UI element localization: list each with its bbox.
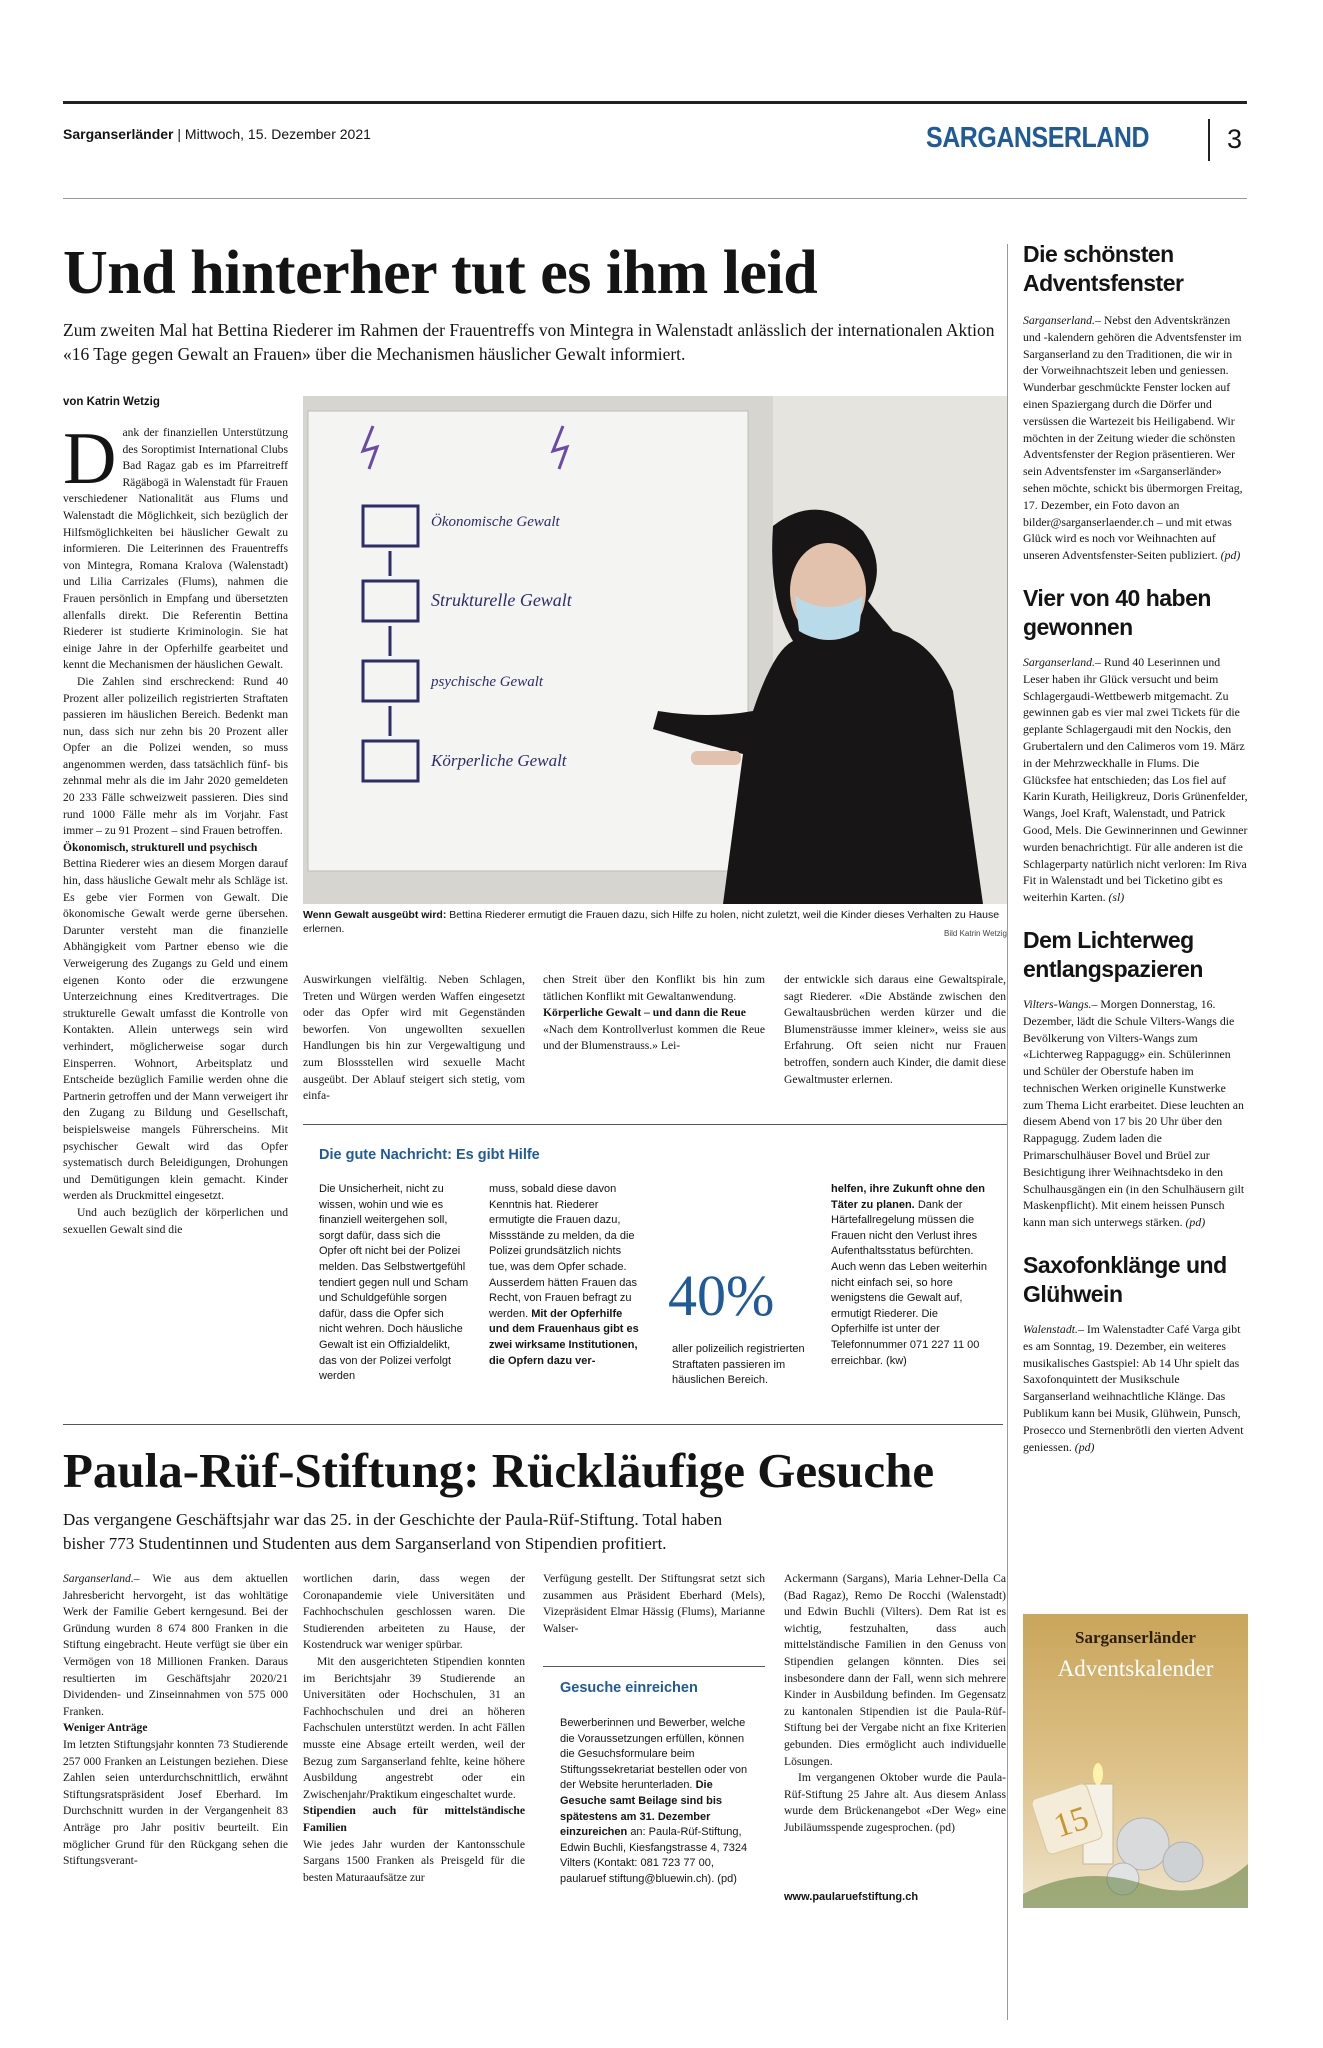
paragraph: ank der finanziellen Unterstützung des Soroptimist International Clubs Bad Ragaz gab es im Pfarreitreff Rägäbogä in Walenstadt für Frauen verschiedener Nationalität aus Flums und Walenstadt die Möglichkeit, sich bezüglich der Hilfsmöglichkeiten bei häuslicher Gewalt zu informieren. Die Leiterinnen des Frauentreffs von Mintegra, Romana Kralova (Walenstadt) und Lilia Carrizales (Flums), nahmen die Frauen persönlich in Empfang und übersetzten allenfalls direkt. Die Referentin Bettina Riederer ist studierte Kriminologin. Sie hat einige Jahre in der Opferhilfe gearbeitet und kennt die Mechanismen der häuslichen Gewalt. bbox=[63, 426, 288, 672]
article-photo bbox=[303, 396, 1007, 904]
article-column-3 bbox=[543, 972, 765, 1055]
sidebar-text bbox=[1023, 996, 1248, 1231]
top-rule bbox=[63, 101, 1247, 104]
sidebar-body: Im Walenstadter Café Varga gibt es am Sonntag, 19. Dezember, ein weiteres musikalisches Gastspiel: Ab 14 Uhr spielt das Saxofonquintett der Musikschule Sarganserland weihnachtliche Klänge. Das Publikum kann bei Musik, Glühwein, Punsch, Prosecco und Sternenbrötli den vierten Advent geniessen. bbox=[1023, 1322, 1244, 1454]
infobox-column-1 bbox=[319, 1182, 469, 1385]
caption-text: Bettina Riederer ermutigt die Frauen dazu, sich Hilfe zu holen, nicht zuletzt, weil die Kinder dieses Verhalten zu Hause erlernen. bbox=[303, 909, 1000, 935]
paragraph: Ackermann (Sargans), Maria Lehner-Della Ca (Bad Ragaz), Remo De Rocchi (Walenstadt) und Edwin Buchli (Vilters). Dem Rat ist es wichtig, festzuhalten, dass auch mittelständische Familien in den Genuss von Stipendien gelangen könnten. Dies sei insbesondere dann der Fall, wenn sich mehrere Kinder in Ausbildung befinden. Im Gegensatz zu kantonalen Stipendien ist die Paula-Rüf-Stiftung bei der Vergabe nicht an fixe Kriterien gebunden. Dies ermöglicht auch individuelle Lösungen. bbox=[784, 1572, 1006, 1768]
paragraph: Und auch bezüglich der körperlichen und sexuellen Gewalt sind die bbox=[63, 1205, 288, 1236]
paragraph-text: Wie aus dem aktuellen Jahresbericht hervorgeht, ist das wohltätige Werk der Familie Gebert kerngesund. Bei der Gründung wurden 8 674 800 Franken in die Stiftung eingebracht. Heute verfügt sie über ein Vermögen von 18 Millionen Franken. Daraus resultierten im Geschäftsjahr 2020/21 Dividenden- und Zinseinnahmen von 575 000 Franken. bbox=[63, 1572, 288, 1718]
paragraph: «Nach dem Kontrollverlust kommen die Reue und der Blumenstrauss.» Lei- bbox=[543, 1022, 765, 1053]
subheading: Ökonomisch, strukturell und psychisch bbox=[63, 840, 258, 854]
sidebar-body: Nebst den Adventskränzen und -kalendern gehören die Adventsfenster im Sarganserland zu den Traditionen, die wir in der Vorweihnachtszeit leben und geniessen. Wunderbar geschmückte Fenster locken auf einen Spaziergang durch die Dörfer und versüssen die Wartezeit bis Heiligabend. Wir möchten in der Zeitung wieder die schönsten Adventsfenster der Region präsentieren. Wer sein Adventsfenster im «Sarganserländer» sehen möchte, schickt bis übermorgen Freitag, 17. Dezember, ein Foto davon an bilder@sarganserlaender.ch – und mit etwas Glück wird es noch vor Weihnachten auf unseren Adventsfenster-Seiten publiziert. bbox=[1023, 313, 1243, 563]
flip-label: psychische Gewalt bbox=[431, 674, 544, 690]
paragraph: muss, sobald diese davon Kenntnis hat. Riederer ermutigte die Frauen dazu, Missstände zu melden, da die Polizei grundsätzlich nichts tue, was dem Opfer schade. Ausserdem hätten Frauen das Recht, von Frauen befragt zu werden. bbox=[489, 1183, 637, 1320]
caption-lead: Wenn Gewalt ausgeübt wird: bbox=[303, 909, 447, 921]
box-address: an: Paula-Rüf-Stiftung, Edwin Buchli, Kiesfangstrasse 4, 7324 Vilters (Kontakt: 081 723 77 00, paularuef stiftung@bluewin.ch). (pd) bbox=[560, 1826, 748, 1885]
sidebar-title: Die schönsten Adventsfenster bbox=[1023, 241, 1184, 296]
photo-credit: Bild Katrin Wetzig bbox=[944, 929, 1007, 938]
paragraph: chen Streit über den Konflikt bis hin zum tätlichen Konflikt mit Gewaltanwendung. bbox=[543, 973, 765, 1003]
box-bold-text: Die Gesuche samt Beilage sind bis spätestens am 31. Dezember einzureichen bbox=[560, 1779, 723, 1839]
issue-date: Mittwoch, 15. Dezember 2021 bbox=[184, 126, 371, 142]
sidebar-title: Vier von 40 haben gewonnen bbox=[1023, 584, 1211, 640]
sidebar-text bbox=[1023, 312, 1248, 564]
box-rule bbox=[543, 1666, 765, 1667]
photo-caption bbox=[303, 908, 1007, 936]
page-number: 3 bbox=[1227, 124, 1243, 154]
section-label: SARGANSERLAND bbox=[926, 122, 1150, 154]
paragraph: der entwickle sich daraus eine Gewaltspirale, sagt Riederer. «Die Abstände zwischen den Gewaltausbrüchen werden kürzer und die Blumensträusse immer kleiner», weiss sie aus Erfahrung. Oft seien nicht nur Frauen betroffen, sondern auch Kinder, die damit diese Gewaltmuster erlernen. bbox=[784, 973, 1006, 1086]
article-lead: Zum zweiten Mal hat Bettina Riederer im Rahmen der Frauentreffs von Mintegra in Walenstadt anlässlich der internationalen Aktion «16 Tage gegen Gewalt an Frauen» über die Mechanismen häuslicher Gewalt informiert. bbox=[63, 320, 995, 364]
sidebar-title: Dem Lichterweg entlangspazieren bbox=[1023, 926, 1203, 982]
sidebar-body: Morgen Donnerstag, 16. Dezember, lädt die Schule Vilters-Wangs die Bevölkerung von Vilters-Wangs zum «Lichterweg Rappagugg» ein. Schülerinnen und Schüler der Oberstufe haben im technischen Werken originelle Kunstwerke zum Thema Licht erarbeitet. Diese leuchten an diesem Abend von 17 bis 20 Uhr über den Rappagugg. Zudem laden die Primarschulhäuser Bovel und Brüel zur Besichtigung ihrer Weihnachtsdeko in den Schulhausgängen ein (in den Schulhäusern gilt Maskenpflicht). Mit einem heissen Punsch kann man sich unterwegs stärken. bbox=[1023, 996, 1245, 1230]
article-headline: Und hinterher tut es ihm leid bbox=[63, 239, 818, 307]
photo-illustration bbox=[303, 396, 1007, 904]
paragraph: Mit den ausgerichteten Stipendien konnten im Berichtsjahr 39 Studierende an Universitäten oder Hochschulen, 31 an Fachhochschulen und drei an höheren Fachschulen unterstützt werden. In acht Fällen musste eine Absage erteilt werden, weil der Bezug zum Sarganserland fehlte, keine höhere Ausbildung angestrebt oder ein Zwischenjahr/Praktikum eingeschaltet wurde. bbox=[303, 1654, 525, 1801]
infobox-bold-text: Mit der Opferhilfe und dem Frauenhaus gibt es zwei wirksame Institutionen, die Opfern dazu ver- bbox=[489, 1307, 639, 1367]
infobox-column-4 bbox=[831, 1182, 987, 1369]
paragraph: Verfügung gestellt. Der Stiftungsrat setzt sich zusammen aus Präsident Eberhard (Mels), Vizepräsident Elmar Hässig (Flums), Marianne Walser- bbox=[543, 1572, 765, 1635]
masthead-line: Sarganserländer | Mittwoch, 15. Dezember 2021 bbox=[63, 126, 371, 142]
stat-value: 40% bbox=[668, 1263, 775, 1328]
ad-title: Adventskalender bbox=[1057, 1656, 1214, 1681]
placeline: Vilters-Wangs.– bbox=[1023, 996, 1098, 1011]
signature: (pd) bbox=[1185, 1215, 1206, 1230]
article-column-4 bbox=[784, 972, 1006, 1088]
sidebar-item bbox=[1023, 240, 1248, 564]
subheading: Weniger Anträge bbox=[63, 1721, 148, 1735]
subheading: Körperliche Gewalt – und dann die Reue bbox=[543, 1006, 746, 1020]
paragraph: Im letzten Stiftungsjahr konnten 73 Studierende 257 000 Franken an Leistungen beziehen. Diese Zahlen seien unterdurchschnittlich, erwähnt Stiftungsratspräsident Josef Eberhard. Im Durchschnitt wurden in der Vergangenheit 83 Anträge pro Jahr positiv beurteilt. Ein möglicher Grund für den Rückgang sehen die Stiftungsverant- bbox=[63, 1737, 288, 1868]
article2-column-3 bbox=[543, 1571, 765, 1637]
article-separator bbox=[63, 1424, 1003, 1425]
article2-column-4 bbox=[784, 1571, 1006, 1837]
infobox-rule bbox=[303, 1124, 1007, 1125]
sidebar-title: Saxofonklänge und Glühwein bbox=[1023, 1252, 1227, 1308]
signature: (sl) bbox=[1108, 890, 1125, 905]
placeline: Sarganserland.– bbox=[63, 1572, 140, 1585]
website-link[interactable]: www.paularuefstiftung.ch bbox=[784, 1891, 919, 1903]
flip-label: Strukturelle Gewalt bbox=[431, 590, 572, 610]
sidebar-text bbox=[1023, 654, 1248, 906]
placeline: Walenstadt.– bbox=[1023, 1322, 1084, 1337]
paragraph: Im vergangenen Oktober wurde die Paula-Rüf-Stiftung 25 Jahre alt. Aus diesem Anlass wurde dem Brückenangebot «Der Weg» eine Jubiläumsspende zugesprochen. (pd) bbox=[784, 1771, 1006, 1834]
header-rule bbox=[63, 198, 1247, 199]
paragraph: Die Zahlen sind erschreckend: Rund 40 Prozent aller polizeilich registrierten Straftaten passieren im häuslichen Bereich. Bedenkt man nun, dass sich nur zehn bis 20 Prozent aller Opfer an die Polizei wenden, so muss angenommen werden, dass tatsächlich fünf- bis zehnmal mehr als die im Jahr 2020 gemeldeten 20 233 Fälle schweizweit passieren. Dies sind rund 1000 Fälle mehr als im Vorjahr. Fast immer – zu 91 Prozent – sind Frauen betroffen. bbox=[63, 674, 288, 838]
sidebar-body: Rund 40 Leserinnen und Leser haben ihr Glück versucht und beim Schlagergaudi-Wettbewerb mitgemacht. Zu gewinnen gab es vier mal zwei Tickets für die geplante Schlagergaudi mit den Nockis, den Grubertalern und den Calimeros vom 19. März in der Mehrzweckhalle in Flums. Die Glücksfee hat entschieden; das Los fiel auf Karin Kurath, Heiligkreuz, Doris Grünenfelder, Wangs, Joel Kraft, Walenstadt, und Patrick Good, Mels. Die Gewinnerinnen und Gewinner wurden benachrichtigt. Für alle anderen ist die Schlagerparty natürlich nicht verloren: Im Riva Fit in Walenstadt und bei Ticketino gibt es weiterhin Karten. bbox=[1023, 654, 1248, 905]
article2-column-2 bbox=[303, 1571, 525, 1886]
paragraph: Die Unsicherheit, nicht zu wissen, wohin und wie es finanziell weitergehen soll, sorgt dafür, dass sich die Opfer oft nicht bei der Polizei melden. Das Selbstwertgefühl tendiert gegen null und Scham und Schuldgefühle sorgen dafür, dass die Opfer sich nicht wehren. Doch häusliche Gewalt ist ein Offizialdelikt, das von der Polizei verfolgt werden bbox=[319, 1183, 469, 1383]
article-column-2 bbox=[303, 972, 525, 1105]
paragraph: Bettina Riederer wies an diesem Morgen darauf hin, dass häusliche Gewalt mehr als Schläge ist. Es gebe vier Formen von Gewalt. Die ökonomische Gewalt werde gerne übersehen. Darunter versteht man die finanzielle Abhängigkeit vom Partner ebenso wie die Verweigerung des Zugangs zu Geld und einem eigenen Konto oder die erzwungene Unterzeichnung eines Kreditvertrages. Die strukturelle Gewalt umfasst die Kontrolle von Kontakten. Allein unterwegs sein wird verhindert, möglicherweise sogar durch Einsperren. Wohnort, Arbeitsplatz und Entscheide bezüglich Familie werden ohne die Partnerin getroffen und der Mann verweigert ihr den Zugang zu Bildung und Gesellschaft, beispielsweise mangels Führerscheins. Mit psychischer Gewalt wird das Opfer systematisch durch Beleidigungen, Drohungen und Demütigungen klein gemacht. Kinder werden als Druckmittel eingesetzt. bbox=[63, 857, 288, 1203]
flip-label: Ökonomische Gewalt bbox=[431, 514, 560, 530]
article-headline: Paula-Rüf-Stiftung: Rückläufige Gesuche bbox=[63, 1443, 935, 1498]
infobox-title: Die gute Nachricht: Es gibt Hilfe bbox=[319, 1147, 540, 1163]
paragraph: Dank der Härtefallregelung müssen die Frauen nicht den Verlust ihres Aufenthaltsstatus befürchten. Auch wenn das Leben weiterhin nicht einfach sei, so hore wenigstens die Gewalt auf, ermutigt Riederer. Die Opferhilfe ist unter der Telefonnummer 071 227 11 00 erreichbar. (kw) bbox=[831, 1198, 987, 1367]
paper-name: Sarganserländer bbox=[63, 126, 174, 142]
paragraph: Auswirkungen vielfältig. Neben Schlagen, Treten und Würgen werden Waffen eingesetzt oder das Opfer wird mit Gegenständen beworfen. Von ungewollten sexuellen Handlungen bis hin zur Vergewaltigung und zum Blossstellen wird sexuelle Macht ausgeübt. Der Ablauf steigert sich stetig, vom einfa- bbox=[303, 973, 525, 1103]
sidebar-item bbox=[1023, 584, 1248, 906]
flip-label: Körperliche Gewalt bbox=[431, 751, 567, 770]
sidebar-item bbox=[1023, 1251, 1248, 1455]
article-lead: Das vergangene Geschäftsjahr war das 25. in der Geschichte der Paula-Rüf-Stiftung. Total haben bisher 773 Studentinnen und Studenten aus dem Sarganserland von Stipendien profitiert. bbox=[63, 1510, 723, 1553]
ad-brand: Sarganserländer bbox=[1075, 1628, 1196, 1647]
box-content bbox=[560, 1716, 754, 1888]
sidebar-text bbox=[1023, 1321, 1248, 1455]
box-text: Bewerberinnen und Bewerber, welche die Voraussetzungen erfüllen, können die Gesuchsformulare beim Stiftungssekretariat bestellen oder von der Website herunterladen. bbox=[560, 1717, 748, 1792]
ad-illustration bbox=[1023, 1694, 1248, 1908]
sidebar bbox=[1023, 240, 1248, 1455]
infobox-bold-text: helfen, ihre Zukunft ohne den Täter zu planen. bbox=[831, 1183, 985, 1211]
infobox-column-2 bbox=[489, 1182, 641, 1369]
signature: (pd) bbox=[1220, 548, 1241, 563]
dropcap: D bbox=[63, 418, 117, 500]
sidebar-divider bbox=[1007, 244, 1008, 2020]
paragraph: Wie jedes Jahr wurden der Kantonsschule Sargans 1500 Franken als Preisgeld für die besten Maturaaufsätze zur bbox=[303, 1837, 525, 1884]
stat-text: aller polizeilich registrierten Straftaten passieren im häuslichen Bereich. bbox=[672, 1343, 805, 1387]
placeline: Sarganserland.– bbox=[1023, 313, 1101, 327]
advent-calendar-ad[interactable] bbox=[1023, 1614, 1248, 1908]
placeline: Sarganserland.– bbox=[1023, 654, 1101, 669]
article-column-1 bbox=[63, 418, 288, 1238]
paragraph: wortlichen darin, dass wegen der Coronapandemie viele Universitäten und Fachhochschulen geschlossen waren. Die Studierenden arbeiteten zu Hause, der Kostendruck war weniger spürbar. bbox=[303, 1572, 525, 1652]
article2-column-1 bbox=[63, 1571, 288, 1870]
byline: von Katrin Wetzig bbox=[63, 396, 160, 408]
subheading: Stipendien auch für mittelständische Familien bbox=[303, 1804, 525, 1834]
sidebar-item bbox=[1023, 926, 1248, 1231]
paragraph bbox=[63, 1571, 288, 1720]
signature: (pd) bbox=[1074, 1439, 1095, 1454]
box-title: Gesuche einreichen bbox=[560, 1680, 698, 1696]
ad-number: 15 bbox=[1049, 1799, 1094, 1846]
header-divider bbox=[1208, 119, 1210, 161]
